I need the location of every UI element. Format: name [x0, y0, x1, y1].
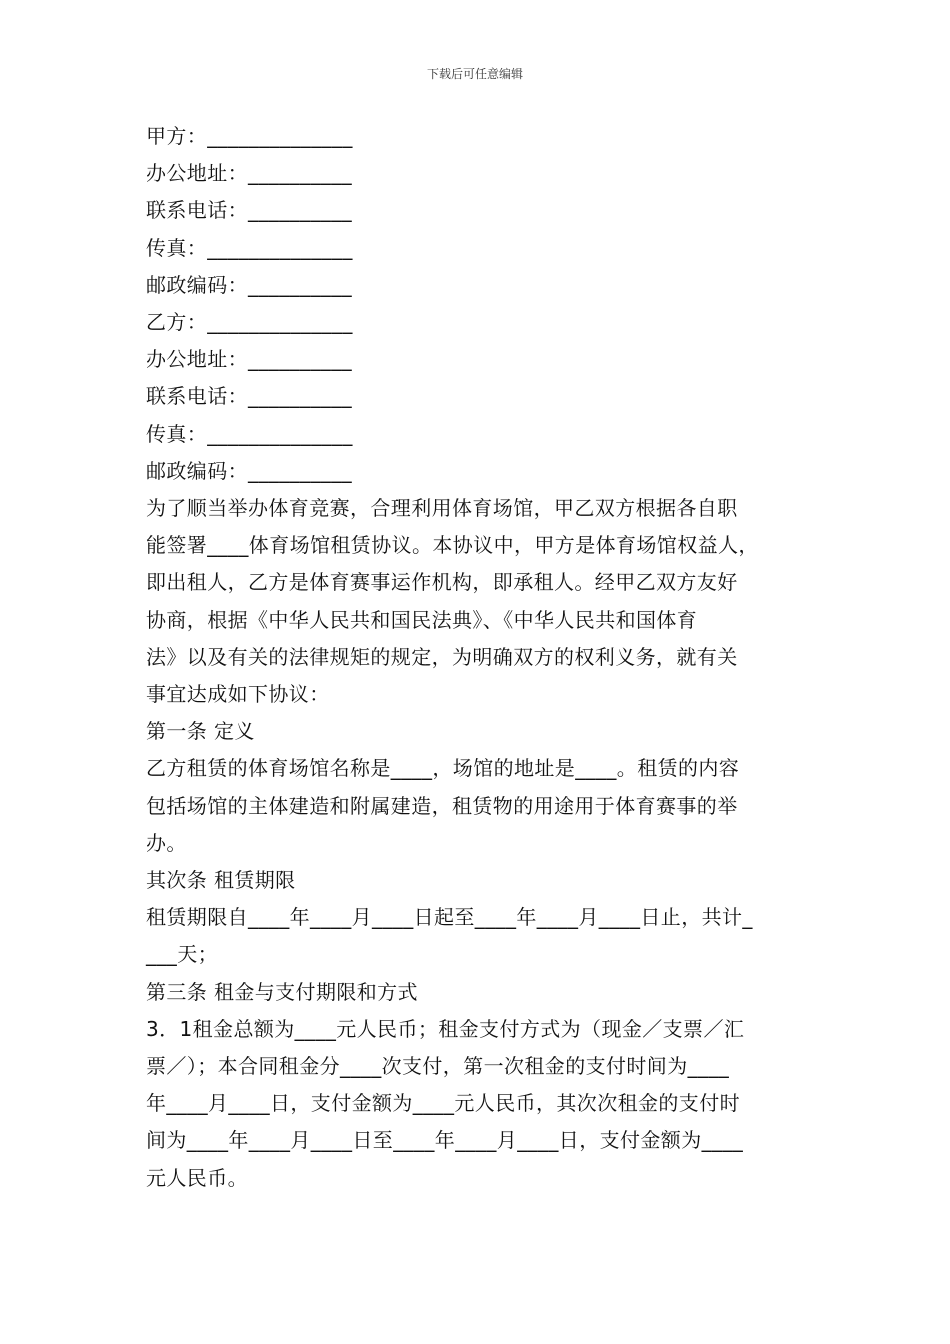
preamble-line: 即出租人，乙方是体育赛事运作机构，即承租人。经甲乙双方友好 — [146, 570, 738, 595]
party-a-fax-line: 传真：______________ — [146, 235, 353, 260]
preamble-line: 协商，根据《中华人民共和国民法典》、《中华人民共和国体育 — [146, 607, 698, 632]
article-3-text-line: 元人民币。 — [146, 1165, 248, 1190]
article-1-text-line: 办。 — [146, 830, 187, 855]
preamble-line: 事宜达成如下协议： — [146, 682, 330, 707]
article-3-text-line: 票／）；本合同租金分____次支付，第一次租金的支付时间为____ — [146, 1054, 730, 1079]
article-3-text-line: 3．1租金总额为____元人民币；租金支付方式为（现金／支票／汇 — [146, 1016, 745, 1041]
party-a-postcode-line: 邮政编码：__________ — [146, 272, 352, 297]
article-3-text-line: 间为____年____月____日至____年____月____日，支付金额为____ — [146, 1128, 744, 1153]
document-body — [146, 118, 816, 1197]
article-2-heading: 其次条 租赁期限 — [146, 868, 296, 893]
party-b-postcode-line: 邮政编码：__________ — [146, 458, 352, 483]
party-a-phone-line: 联系电话：__________ — [146, 198, 352, 223]
article-2-text-line: 租赁期限自____年____月____日起至____年____月____日止，共计_ — [146, 905, 753, 930]
article-2-text-line: ___天； — [146, 942, 218, 967]
article-1-heading: 第一条 定义 — [146, 719, 255, 744]
party-b-fax-line: 传真：______________ — [146, 421, 353, 446]
party-b-address-line: 办公地址：__________ — [146, 347, 352, 372]
party-b-phone-line: 联系电话：__________ — [146, 384, 352, 409]
preamble-line: 为了顺当举办体育竞赛，合理利用体育场馆，甲乙双方根据各自职 — [146, 496, 738, 521]
party-a-name-line: 甲方：______________ — [146, 124, 353, 148]
page-header-note: 下载后可任意编辑 — [426, 67, 523, 81]
preamble-line: 法》以及有关的法律规矩的规定，为明确双方的权利义务，就有关 — [146, 644, 738, 669]
article-1-text-line: 包括场馆的主体建造和附属建造，租赁物的用途用于体育赛事的举 — [146, 793, 738, 818]
article-1-text-line: 乙方租赁的体育场馆名称是____，场馆的地址是____。租赁的内容 — [146, 756, 740, 781]
party-a-address-line: 办公地址：__________ — [146, 161, 352, 186]
party-b-name-line: 乙方：______________ — [146, 310, 353, 335]
preamble-line: 能签署____体育场馆租赁协议。本协议中，甲方是体育场馆权益人， — [146, 533, 759, 558]
article-3-text-line: 年____月____日，支付金额为____元人民币，其次次租金的支付时 — [146, 1091, 740, 1116]
article-3-heading: 第三条 租金与支付期限和方式 — [146, 979, 418, 1004]
